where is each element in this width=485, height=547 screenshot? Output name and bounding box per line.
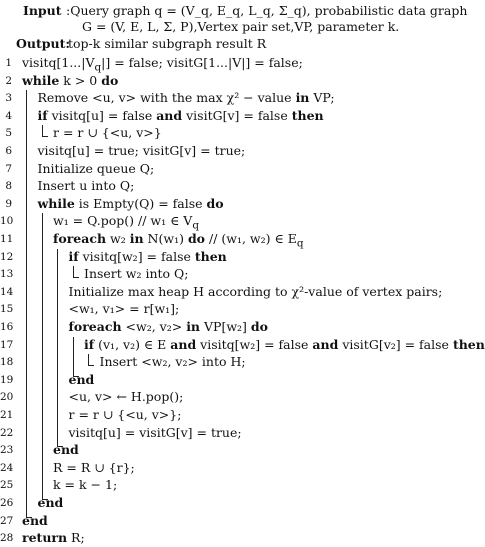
line-number: 6 [5,145,12,157]
block-guide-foot [42,499,48,500]
line-number: 12 [0,250,14,263]
block-guide-line [42,213,43,500]
algorithm-line [0,54,474,72]
line-code: if (v₁, v₂) ∈ E and visitq[w₂] = false and visitG[v₂] = false then [84,336,485,352]
output-label: Output: [16,36,70,51]
algorithm-line [0,142,474,160]
line-code: <w₁, v₁> = r[w₁]; [68,301,180,317]
algorithm-line [0,388,474,406]
line-code: <u, v> ← H.pop(); [68,389,184,405]
block-guide-foot [88,365,94,366]
algorithm-line [0,336,485,354]
line-number: 26 [0,497,14,509]
line-number: 5 [5,127,12,140]
line-code: while k > 0 do [22,72,119,88]
line-number: 15 [0,303,14,316]
algorithm-line [0,476,474,494]
line-number: 3 [5,92,12,105]
block-guide-foot [57,446,63,447]
line-number: 7 [5,162,12,175]
line-number: 19 [0,373,14,386]
line-number: 8 [5,180,12,193]
line-number: 24 [0,461,14,474]
line-code: visitq[u] = true; visitG[v] = true; [37,143,246,158]
line-number: 25 [0,479,14,492]
input-label: Input [23,3,62,18]
line-number: 16 [0,321,14,333]
line-number: 22 [0,426,14,439]
algorithm-line [0,160,474,178]
line-code: R = R ∪ {r}; [53,459,135,475]
block-guide-foot [42,136,48,137]
algorithm-line [0,406,474,424]
input-text-line1: :Query graph q = (V_q, E_q, L_q, Σ_q), probabilistic data graph [66,3,468,18]
line-number: 21 [0,409,14,421]
line-code: end [53,442,79,458]
algorithm-line [0,124,474,142]
algorithm-line [0,89,474,107]
line-code: while is Empty(Q) = false do [37,195,224,211]
block-guide-line [42,125,43,137]
line-number: 2 [5,74,12,87]
line-code: Insert u into Q; [37,178,135,194]
line-number: 20 [0,391,14,404]
output-text: top-k similar subgraph result R [68,36,267,51]
algorithm-line [0,459,474,477]
algorithm-line [0,212,474,230]
line-code: k = k − 1; [53,477,118,493]
line-code: if visitq[u] = false and visitG[v] = false then [37,107,324,123]
line-code: r = r ∪ {<u, v>}; [68,407,182,422]
line-code: Insert w₂ into Q; [84,266,189,282]
line-code: end [22,512,48,528]
block-guide-foot [73,376,79,377]
input-text-line2: G = (V, E, L, Σ, P),Vertex pair set,VP, parameter k. [82,19,400,34]
block-guide-foot [73,277,79,278]
algorithm-line [0,230,474,248]
line-code: end [37,495,64,510]
algorithm-line [0,371,474,389]
algorithm-line [0,107,474,125]
line-number: 1 [5,57,12,69]
block-guide-line [73,266,74,278]
line-code: foreach <w₂, v₂> in VP[w₂] do [68,319,268,334]
line-number: 14 [0,285,14,298]
algorithm-line [0,283,474,301]
algorithm-line [0,441,474,459]
line-code: visitq[u] = visitG[v] = true; [68,424,242,440]
line-code: Remove <u, v> with the max χ² − value in VP; [37,90,335,106]
algorithm-line [0,300,474,318]
algorithm-line [0,195,474,213]
algorithm-line [0,318,474,336]
block-guide-line [88,354,89,366]
algorithm-line [0,424,474,442]
block-guide-line [26,90,27,517]
line-number: 27 [0,514,14,527]
line-number: 18 [0,356,14,369]
algorithm-line [0,529,474,547]
line-code: return R; [22,530,85,546]
line-code: end [68,371,95,387]
line-number: 11 [0,233,14,245]
block-guide-foot [26,517,32,518]
algorithm-line [0,177,474,195]
line-number: 10 [0,215,14,228]
line-number: 13 [0,268,14,281]
algorithm-line [0,265,474,283]
line-code: $visitq[1...|V_q|]$ = false; visitG[1...|V|] = false; [22,55,303,74]
line-number: 23 [0,444,14,457]
line-code: w₁ = Q.pop() // w₁ ∈ $V_q$ [53,213,199,232]
algorithm-line [0,512,474,530]
line-code: foreach w₂ in N(w₁) do // (w₁, w₂) ∈ $E_q$ [53,231,304,250]
line-code: r = r ∪ {<u, v>} [53,125,162,141]
algorithm-line [0,353,474,371]
line-code: if visitq[w₂] = false then [68,248,227,264]
algorithm-line [0,72,474,90]
line-number: 28 [0,532,14,545]
line-code: Initialize max heap H according to χ²-value of vertex pairs; [68,283,443,299]
block-guide-line [73,337,74,377]
algorithm-line [0,248,474,266]
block-guide-line [57,249,58,448]
line-number: 4 [5,109,12,122]
algorithm-line [0,494,474,512]
line-number: 9 [5,197,12,210]
line-number: 17 [0,338,14,351]
line-code: Initialize queue Q; [37,160,155,176]
line-code: Insert <w₂, v₂> into H; [99,354,246,370]
